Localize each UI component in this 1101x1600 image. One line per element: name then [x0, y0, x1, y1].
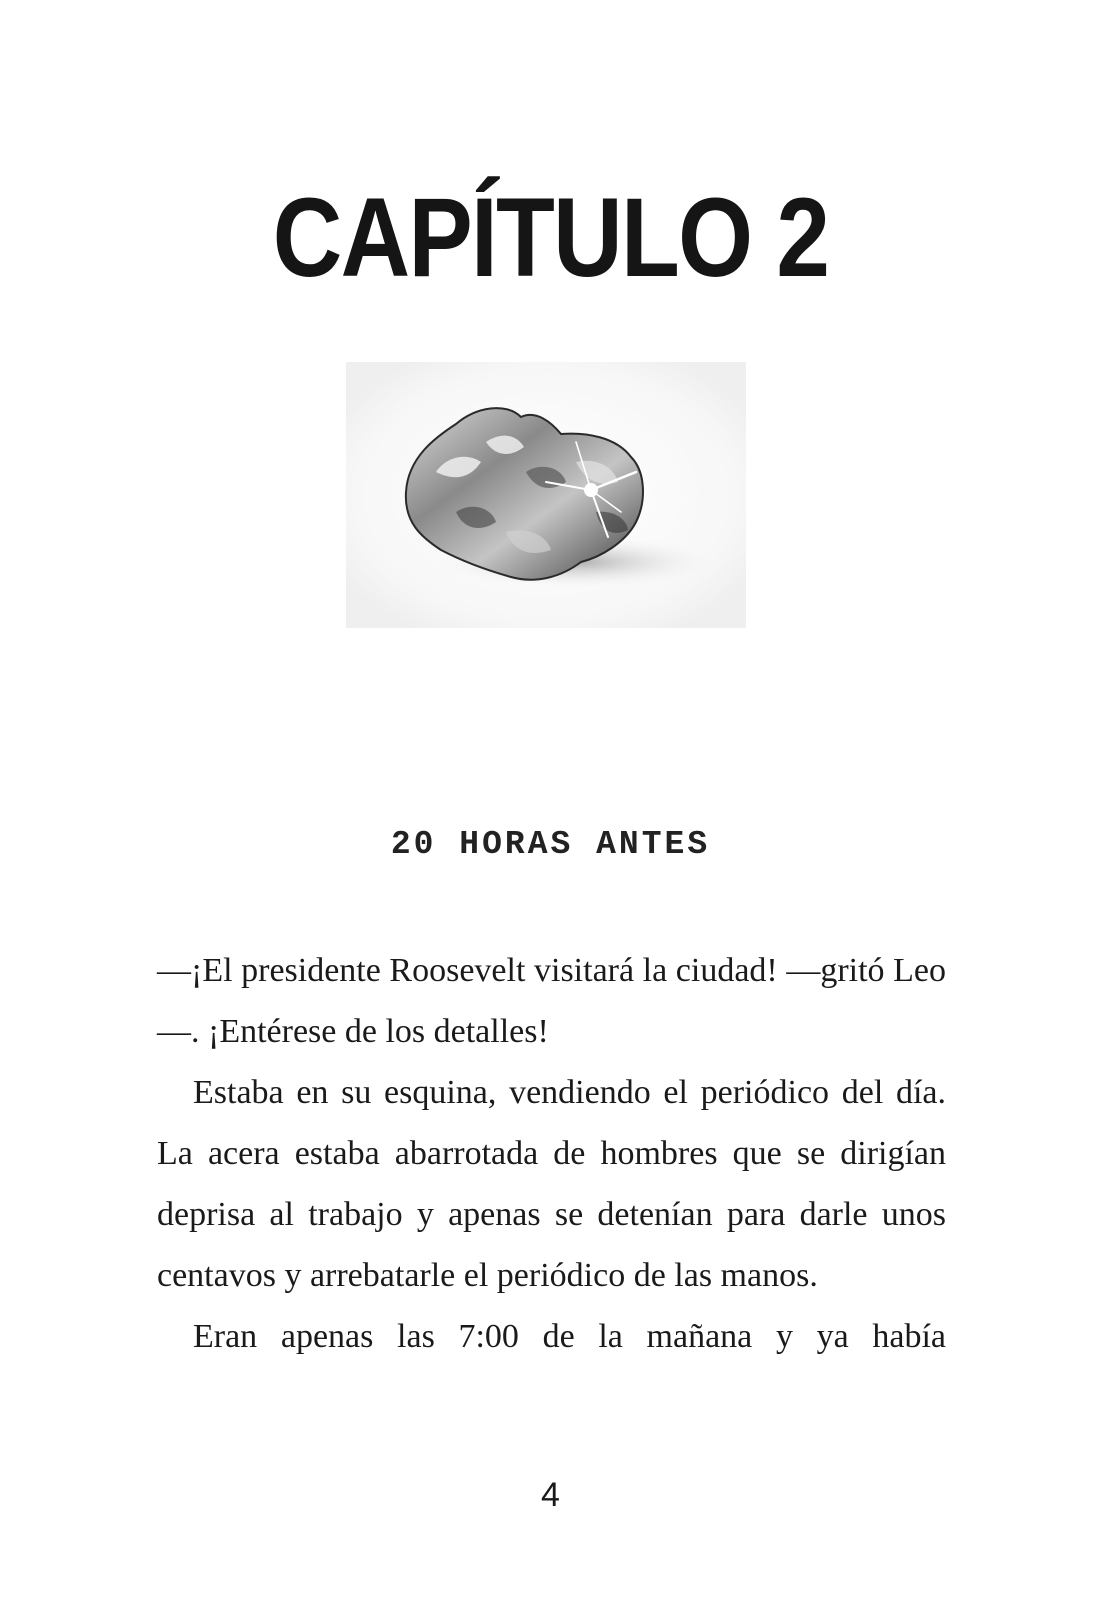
silver-nugget-icon: [346, 362, 746, 628]
paragraph: Estaba en su esquina, vendiendo el periódico del día. La acera estaba abarrotada de hombres que se dirigían deprisa al trabajo y apenas se detenían para darle unos centavos y arrebatarle el periódico de las manos.: [157, 1074, 946, 1294]
chapter-title: CAPÍTULO 2: [272, 175, 829, 300]
time-marker: 20 HORAS ANTES: [390, 826, 711, 863]
body-text: [157, 940, 946, 1367]
page-number: 4: [541, 1476, 560, 1514]
paragraph: —¡El presidente Roosevelt visitará la ciudad! —gritó Leo—. ¡Entérese de los detalles!: [157, 952, 946, 1050]
paragraph: Eran apenas las 7:00 de la mañana y ya había: [193, 1318, 946, 1355]
